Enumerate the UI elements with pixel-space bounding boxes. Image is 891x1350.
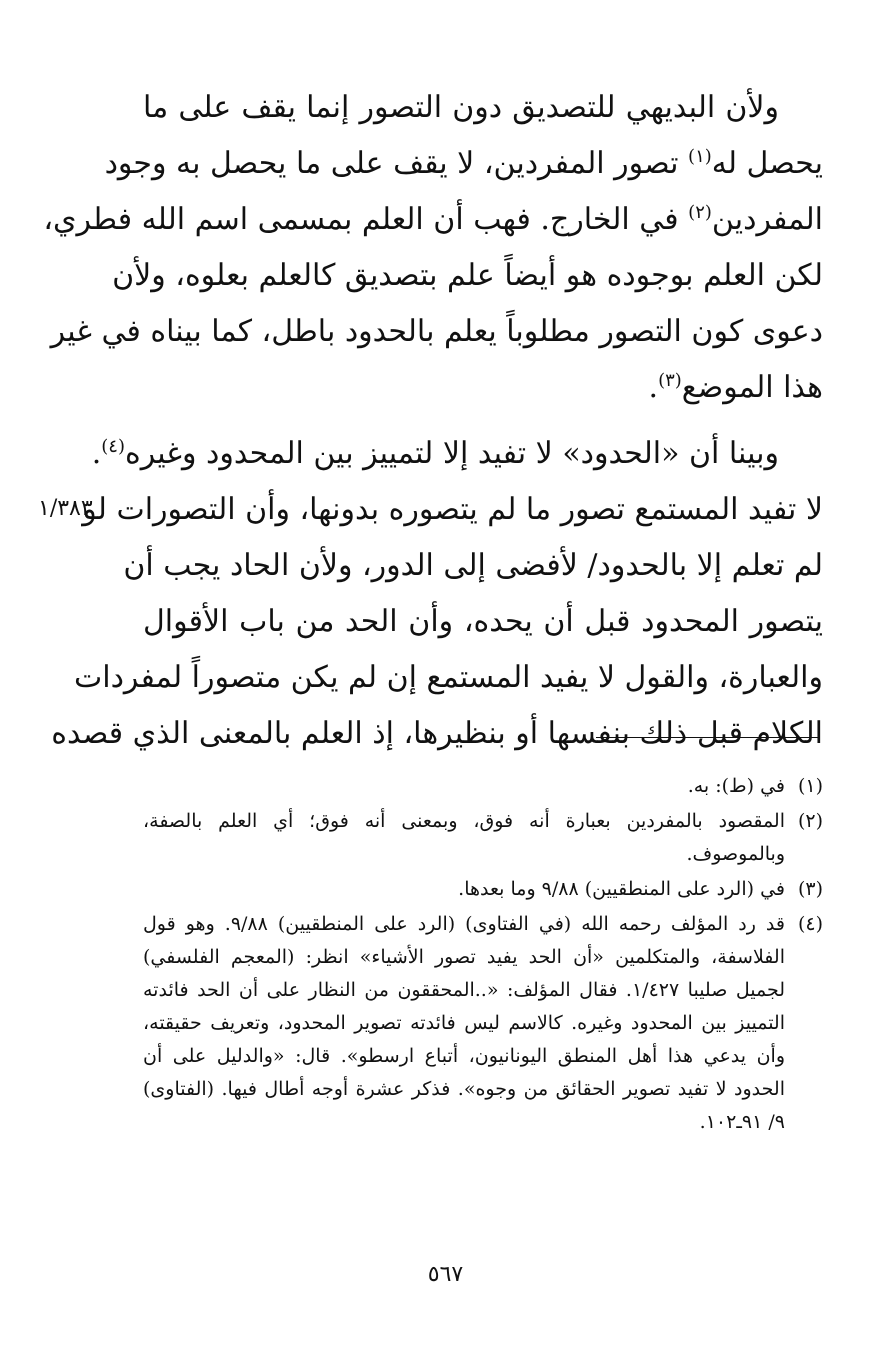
footnote-marker[interactable]: (٤): [101, 436, 125, 457]
footnote-number: (٤): [797, 913, 823, 935]
text-segment: .: [91, 436, 102, 471]
text-segment: تصور المفردين، لا يقف على ما يحصل به وجود: [104, 146, 679, 181]
text-segment: وبينا أن «الحدود» لا تفيد إلا لتمييز بين المحدود وغيره: [124, 436, 779, 471]
footnote-item: [143, 908, 823, 1139]
text-line: لم تعلم إلا بالحدود/ لأفضى إلى الدور، ولأن الحاد يجب أن: [123, 548, 823, 583]
text-segment: .: [648, 370, 659, 405]
paragraph-1: [43, 80, 823, 416]
text-line: [43, 192, 823, 248]
footnote-number: (٣): [797, 878, 823, 900]
footnotes: [143, 770, 823, 1141]
text-segment: يحصل له: [711, 146, 823, 181]
text-line: لكن العلم بوجوده هو أيضاً علم بتصديق كالعلم بعلوه، ولأن: [112, 258, 823, 293]
footnote-divider: [596, 737, 818, 738]
footnote-item: [143, 770, 823, 803]
text-segment: المفردين: [711, 202, 823, 237]
page-number: ٥٦٧: [427, 1262, 464, 1287]
footnote-marker[interactable]: (١): [688, 146, 712, 167]
text-line: ولأن البديهي للتصديق دون التصور إنما يقف على ما: [143, 90, 779, 125]
footnote-number: (١): [797, 775, 823, 797]
text-line: [143, 360, 823, 416]
text-line: يتصور المحدود قبل أن يحده، وأن الحد من باب الأقوال: [143, 604, 824, 639]
footnote-item: [143, 873, 823, 906]
text-segment: هذا الموضع: [681, 370, 823, 405]
footnote-text: المقصود بالمفردين بعبارة أنه فوق، وبمعنى أنه فوق؛ أي العلم بالصفة، وبالموصوف.: [143, 810, 785, 865]
text-line: [91, 426, 823, 482]
text-line: لا تفيد المستمع تصور ما لم يتصوره بدونها، وأن التصورات لو: [82, 492, 823, 527]
text-line: الكلام قبل ذلك بنفسها أو بنظيرها، إذ العلم بالمعنى الذي قصده: [51, 716, 823, 751]
footnote-text: قد رد المؤلف رحمه الله (في الفتاوى) (الرد على المنطقيين) ٩/٨٨. وهو قول الفلاسفة، والمتكلمين «أن الحد يفيد تصور الأشياء» انظر: (المعجم الفلسفي) لجميل صليبا ١/٤٢٧. فقال المؤلف: «..المحققون من النظار على أن الحد فائدته التمييز بين المحدود وغيره. كالاسم ليس فائدته تصوير المحدود، وتعريف حقيقته، وأن يدعي هذا أهل المنطق اليونانيون، أتباع ارسطو». قال: «والدليل على أن الحدود لا تفيد تصوير الحقائق من وجوه». فذكر عشرة أوجه أطال فيها. (الفتاوى) ٩/ ٩١ـ١٠٢.: [143, 913, 785, 1133]
footnote-number: (٢): [797, 810, 823, 832]
footnote-text: في (الرد على المنطقيين) ٩/٨٨ وما بعدها.: [458, 878, 785, 900]
text-line: والعبارة، والقول لا يفيد المستمع إن لم يكن متصوراً لمفردات: [74, 660, 823, 695]
text-line: [104, 136, 823, 192]
footnote-marker[interactable]: (٢): [688, 202, 712, 223]
text-line: دعوى كون التصور مطلوباً يعلم بالحدود باطل، كما بيناه في غير: [50, 314, 823, 349]
footnote-text: في (ط): به.: [687, 775, 785, 797]
footnote-item: [143, 805, 823, 871]
footnote-marker[interactable]: (٣): [658, 370, 682, 391]
margin-page-reference: ١/٣٨٣: [38, 496, 93, 521]
text-segment: في الخارج. فهب أن العلم بمسمى اسم الله فطري،: [43, 202, 679, 237]
